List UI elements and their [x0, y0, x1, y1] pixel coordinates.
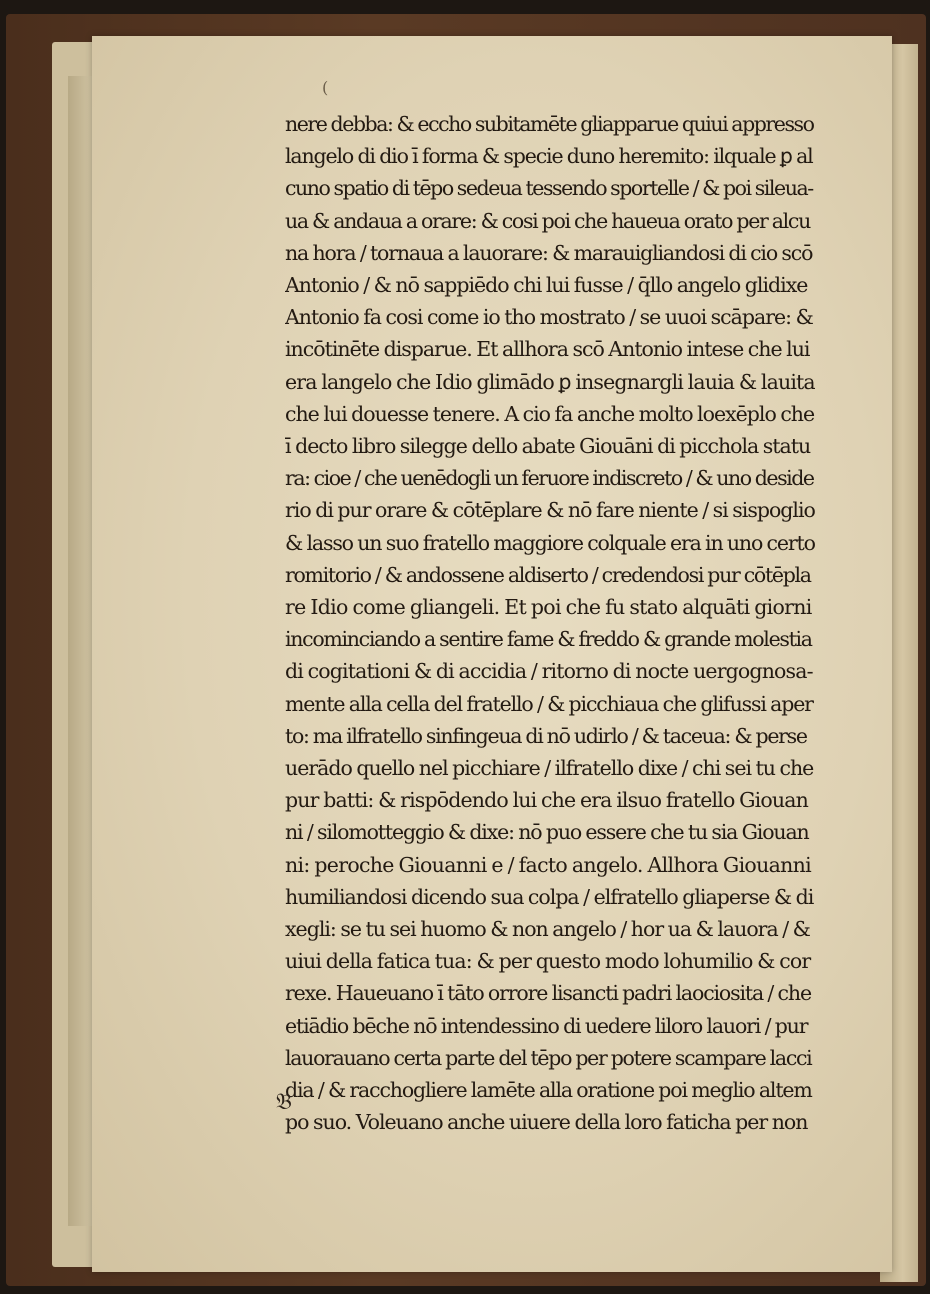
text-line: langelo di dio ī forma & specie duno heremito: ilquale ꝑ al: [285, 144, 813, 169]
text-line: romitorio / & andossene aldiserto / credendosi pur cōtēpla: [285, 562, 811, 587]
text-line: ni / silomotteggio & dixe: nō puo essere che tu sia Giouan: [285, 820, 809, 845]
text-line: mente alla cella del fratello / & picchiaua che glifussi aper: [285, 691, 813, 716]
text-line: na hora / tornaua a lauorare: & marauigliandosi di cio scō: [285, 240, 813, 265]
text-line: po suo. Voleuano anche uiuere della loro faticha per non: [285, 1110, 808, 1135]
text-line: re Idio come gliangeli. Et poi che fu stato alquāti giorni: [285, 595, 812, 620]
page-text-block: [285, 108, 815, 1139]
text-line: ra: cioe / che uenēdogli un feruore indiscreto / & uno deside: [285, 466, 814, 491]
text-line: etiādio bēche nō intendessino di uedere liloro lauori / pur: [285, 1013, 808, 1038]
text-line: uiui della fatica tua: & per questo modo lohumilio & cor: [285, 949, 811, 974]
text-line: & lasso un suo fratello maggiore colquale era in uno certo: [285, 530, 815, 555]
signature-mark: 𝔅: [276, 1090, 292, 1115]
text-line: to: ma ilfratello sinfingeua di nō udirlo / & taceua: & perse: [285, 723, 807, 748]
text-line: incōtinēte disparue. Et allhora scō Antonio intese che lui: [285, 337, 810, 362]
page-gutter: [68, 76, 92, 1226]
text-line: ī decto libro silegge dello abate Giouāni di picchola statu: [285, 434, 811, 459]
text-line: era langelo che Idio glimādo ꝑ insegnargli lauia & lauita: [285, 369, 815, 394]
text-line: lauorauano certa parte del tēpo per potere scampare lacci: [285, 1045, 812, 1070]
text-line: humiliandosi dicendo sua colpa / elfratello gliaperse & di: [285, 884, 814, 909]
pencil-mark: (: [322, 78, 329, 97]
text-line: ua & andaua a orare: & cosi poi che haueua orato per alcu: [285, 208, 811, 233]
text-line: Antonio / & nō sappiēdo chi lui fusse / q̄llo angelo glidixe: [285, 273, 808, 298]
text-line: uerādo quello nel picchiare / ilfratello dixe / chi sei tu che: [285, 756, 814, 781]
text-line: rio di pur orare & cōtēplare & nō fare niente / si sispoglio: [285, 498, 815, 523]
text-line: dia / & racchogliere lamēte alla oratione poi meglio altem: [285, 1078, 812, 1103]
text-line: Antonio fa cosi come io tho mostrato / se uuoi scāpare: &: [285, 305, 813, 330]
text-line: ni: peroche Giouanni e / facto angelo. Allhora Giouanni: [285, 852, 811, 877]
text-line: incominciando a sentire fame & freddo & grande molestia: [285, 627, 812, 652]
text-line: cuno spatio di tēpo sedeua tessendo sportelle / & poi sileua-: [285, 176, 813, 201]
text-line: che lui douesse tenere. A cio fa anche molto loexēplo che: [285, 401, 815, 426]
text-line: pur batti: & rispōdendo lui che era ilsuo fratello Giouan: [285, 788, 808, 813]
text-line: rexe. Haueuano ī tāto orrore lisancti padri laociosita / che: [285, 981, 811, 1006]
text-line: xegli: se tu sei huomo & non angelo / hor ua & lauora / &: [285, 917, 810, 942]
text-line: di cogitationi & di accidia / ritorno di nocte uergognosa-: [285, 659, 813, 684]
text-line: nere debba: & eccho subitamēte gliapparue quiui appresso: [285, 112, 814, 136]
